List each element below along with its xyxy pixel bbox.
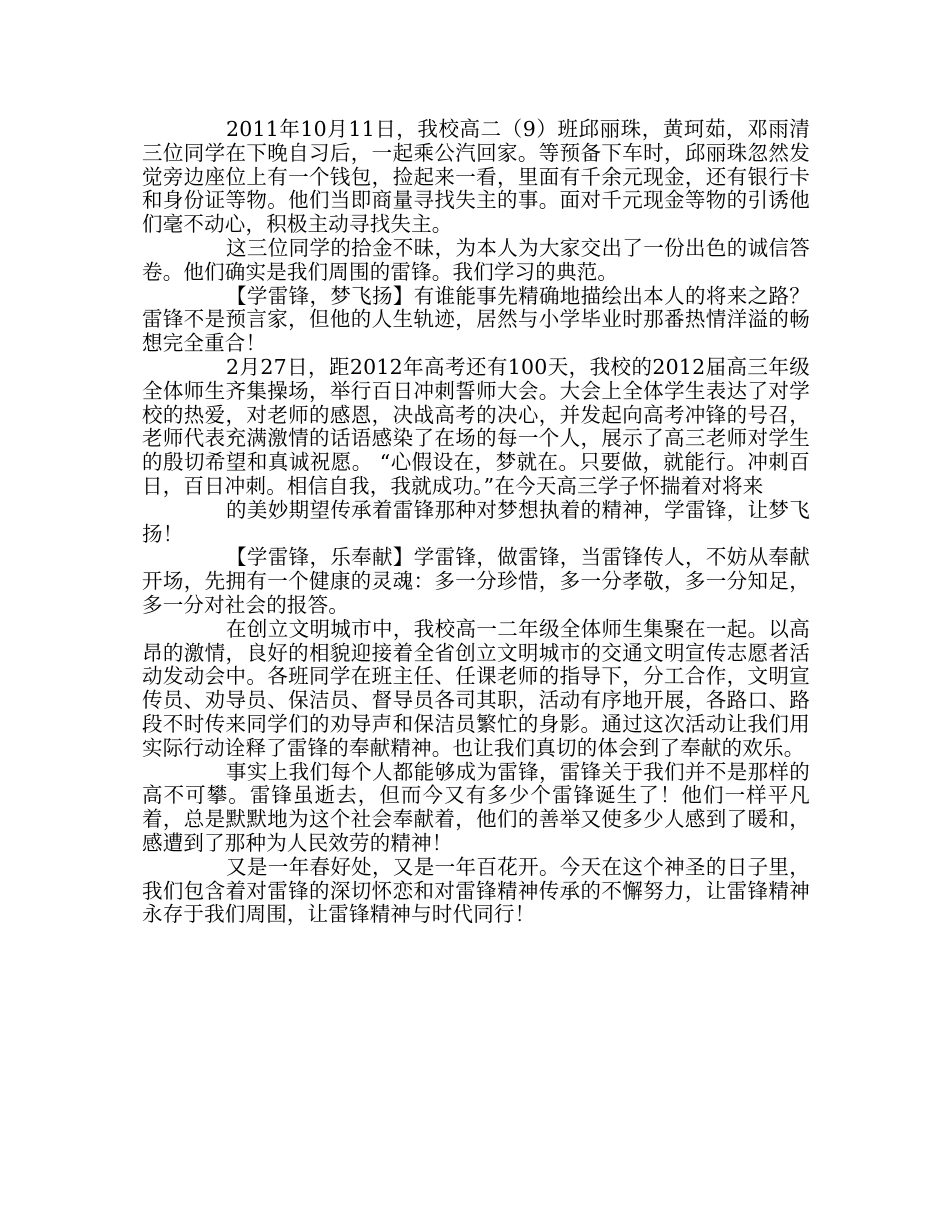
paragraph-honesty: 这三位同学的拾金不昧，为本人为大家交出了一份出色的诚信答卷。他们确实是我们周围的雷锋。我们学习的典范。: [142, 235, 810, 284]
document-page: [142, 118, 810, 927]
paragraph-exam-rally: 2月27日，距2012年高考还有100天，我校的2012届高三年级全体师生齐集操场，举行百日冲刺誓师大会。大会上全体学生表达了对学校的热爱，对老师的感恩，决战高考的决心，并发起向高考冲锋的号召，老师代表充满激情的话语感染了在场的每一个人，展示了高三老师对学生的殷切希望和真诚祝愿。 “心假设在，梦就在。只要做，就能行。冲刺百日，百日冲刺。相信自我，我就成功。”在今天高三学子怀揣着对将来: [142, 354, 810, 498]
paragraph-civilized-city: 在创立文明城市中，我校高一二年级全体师生集聚在一起。以高昂的激情，良好的相貌迎接着全省创立文明城市的交通文明宣传志愿者活动发动会中。各班同学在班主任、任课老师的指导下，分工合作，文明宣传员、劝导员、保洁员、督导员各司其职，活动有序地开展，各路口、路段不时传来同学们的劝导声和保洁员繁忙的身影。通过这次活动让我们用实际行动诠释了雷锋的奉献精神。也让我们真切的体会到了奉献的欢乐。: [142, 616, 810, 760]
paragraph-conclusion: 又是一年春好处，又是一年百花开。今天在这个神圣的日子里，我们包含着对雷锋的深切怀恋和对雷锋精神传承的不懈努力，让雷锋精神永存于我们周围，让雷锋精神与时代同行！: [142, 854, 810, 927]
paragraph-dedication-section: 【学雷锋，乐奉献】学雷锋，做雷锋，当雷锋传人，不妨从奉献开场，先拥有一个健康的灵魂：多一分珍惜，多一分孝敬，多一分知足，多一分对社会的报答。: [142, 545, 810, 617]
paragraph-dream-section: 【学雷锋，梦飞扬】有谁能事先精确地描绘出本人的将来之路？雷锋不是预言家，但他的人生轨迹，居然与小学毕业时那番热情洋溢的畅想完全重合！: [142, 283, 810, 356]
paragraph-lost-wallet: 2011年10月11日，我校高二（9）班邱丽珠，黄珂茹，邓雨清三位同学在下晚自习后，一起乘公汽回家。等预备下车时，邱丽珠忽然发觉旁边座位上有一个钱包，捡起来一看，里面有千余元现金，还有银行卡和身份证等物。他们当即商量寻找失主的事。面对千元现金等物的引诱他们毫不动心，积极主动寻找失主。: [142, 117, 810, 237]
paragraph-everyone-lei-feng: 事实上我们每个人都能够成为雷锋，雷锋关于我们并不是那样的高不可攀。雷锋虽逝去，但而今又有多少个雷锋诞生了！他们一样平凡着，总是默默地为这个社会奉献着，他们的善举又使多少人感到了暖和，感遭到了那种为人民效劳的精神！: [142, 759, 810, 855]
paragraph-exam-rally-continued: 的美妙期望传承着雷锋那种对梦想执着的精神，学雷锋，让梦飞扬！: [142, 497, 810, 546]
